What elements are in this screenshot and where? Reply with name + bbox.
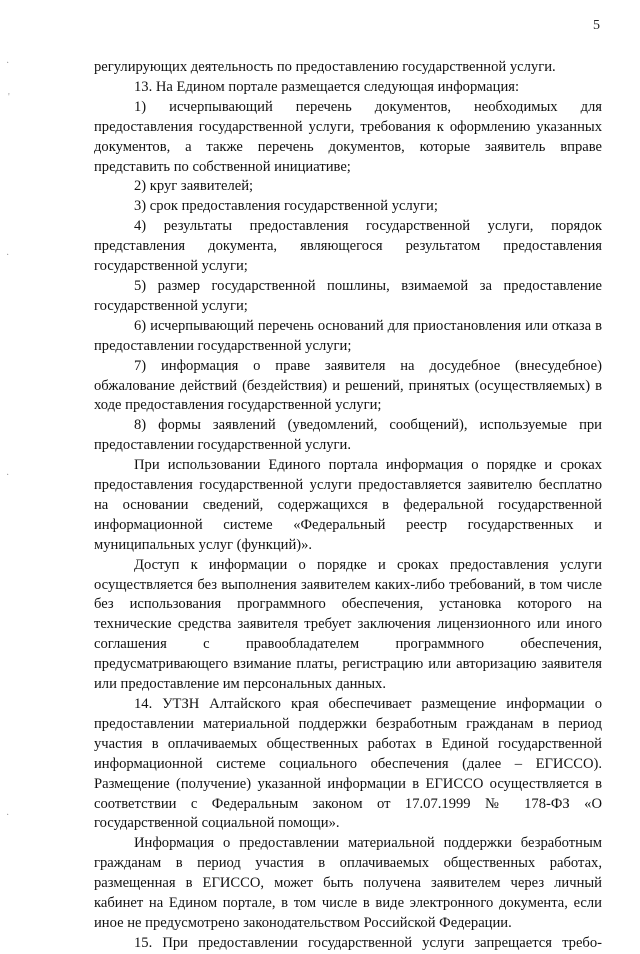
list-item: 2) круг заявителей; [134, 178, 254, 195]
list-item: 5) размер государственной пошлины, взимаемой за предоставление государственной услуги; [94, 277, 602, 314]
paragraph: Информация о предоставлении материальной поддержки безработным гражданам в период участия в оплачиваемых общественных работах, размещенная в ЕГИССО, может быть получена заявителем через личный кабинет на Едином портале, в том числе в виде электронного документа, если иное не предусмотрено законодательством Российской Федерации. [94, 835, 602, 931]
paragraph: 15. При предоставлении государственной услуги запрещается требо- [134, 934, 602, 951]
document-body [94, 58, 602, 954]
paragraph: регулирующих деятельность по предоставлению государственной услуги. [94, 59, 556, 75]
scan-mark: ' [8, 92, 10, 103]
page-number: 5 [593, 18, 600, 33]
list-item: 7) информация о праве заявителя на досудебное (внесудебное) обжалование действий (бездействия) и решений, принятых (осуществляемых) в ходе предоставления государственной услуги; [94, 357, 602, 414]
paragraph: 13. На Едином портале размещается следующая информация: [134, 78, 520, 95]
scan-mark: · [6, 250, 10, 261]
list-item: 3) срок предоставления государственной услуги; [134, 198, 438, 215]
paragraph: Доступ к информации о порядке и сроках предоставления услуги осуществляется без выполнения заявителем каких-либо требований, в том числе без использования программного обеспечения, установка которого на технические средства заявителя требует заключения лицензионного или иного соглашения с правообладателем программного обеспечения, предусматривающего взимание платы, регистрацию или авторизацию заявителя или предоставление им персональных данных. [94, 556, 602, 693]
scan-mark: · [6, 470, 10, 481]
paragraph: При использовании Единого портала информация о порядке и сроках предоставления государственной услуги предоставляется заявителю бесплатно на основании сведений, содержащихся в федеральной государственной информационной системе «Федеральный реестр государственных и муниципальных услуг (функций)». [94, 457, 602, 553]
scan-mark: · [6, 58, 10, 69]
paragraph: 14. УТЗН Алтайского края обеспечивает размещение информации о предоставлении материальной поддержки безработным гражданам в период участия в оплачиваемых общественных работах в Единой государственной информационной системе социального обеспечения (далее – ЕГИССО). Размещение (получение) указанной информации в ЕГИССО осуществляется в соответствии с Федеральным законом от 17.07.1999 № 178-ФЗ «О государственной социальной помощи». [94, 696, 602, 832]
list-item: 6) исчерпывающий перечень оснований для приостановления или отказа в предоставлении государственной услуги; [94, 317, 602, 354]
scan-mark: · [6, 810, 10, 821]
list-item: 8) формы заявлений (уведомлений, сообщений), используемые при предоставлении государственной услуги. [94, 417, 602, 454]
list-item: 1) исчерпывающий перечень документов, необходимых для предоставления государственной услуги, требования к оформлению указанных документов, а также перечень документов, которые заявитель вправе представить по собственной инициативе; [94, 98, 602, 175]
list-item: 4) результаты предоставления государственной услуги, порядок представления документа, являющегося результатом предоставления государственной услуги; [94, 218, 602, 275]
